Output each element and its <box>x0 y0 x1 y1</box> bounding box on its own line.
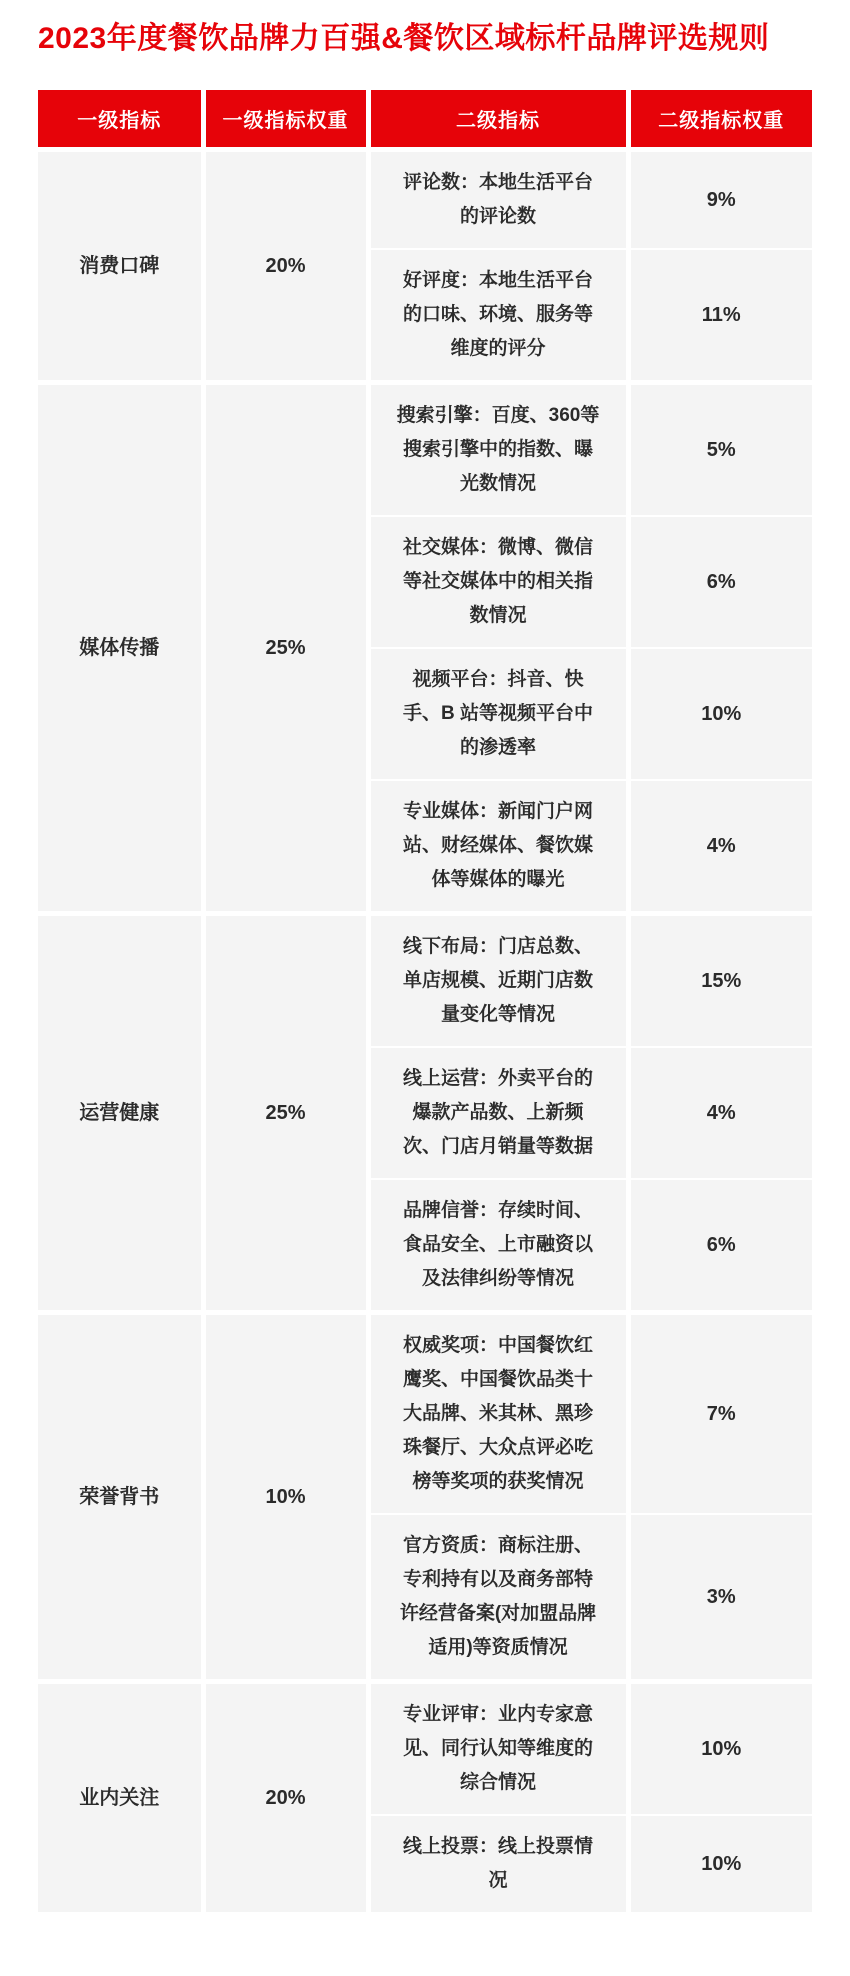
level1-weight-cell: 10% <box>203 1313 368 1682</box>
level2-weight-cell: 4% <box>628 1047 812 1179</box>
page-title: 2023年度餐饮品牌力百强&餐饮区域标杆品牌评选规则 <box>38 22 770 55</box>
level1-weight-cell: 20% <box>203 1682 368 1913</box>
level2-indicator-cell: 线上运营：外卖平台的爆款产品数、上新频次、门店月销量等数据 <box>368 1047 628 1179</box>
level1-indicator-cell: 媒体传播 <box>38 383 203 914</box>
header-level1-indicator: 一级指标 <box>38 88 203 150</box>
level1-indicator-cell: 运营健康 <box>38 914 203 1313</box>
selection-rules-table <box>38 85 812 1912</box>
level2-indicator-cell: 官方资质：商标注册、专利持有以及商务部特许经营备案(对加盟品牌适用)等资质情况 <box>368 1514 628 1682</box>
level1-weight-cell: 25% <box>203 914 368 1313</box>
level2-weight-cell: 3% <box>628 1514 812 1682</box>
level2-indicator-cell: 评论数：本地生活平台的评论数 <box>368 150 628 250</box>
table-row <box>38 914 812 1048</box>
header-level1-weight: 一级指标权重 <box>203 88 368 150</box>
table-row <box>38 383 812 517</box>
level2-weight-cell: 5% <box>628 383 812 517</box>
level2-indicator-cell: 专业媒体：新闻门户网站、财经媒体、餐饮媒体等媒体的曝光 <box>368 780 628 914</box>
level2-indicator-cell: 线下布局：门店总数、单店规模、近期门店数量变化等情况 <box>368 914 628 1048</box>
table-row <box>38 1313 812 1515</box>
table-row <box>38 1682 812 1816</box>
level2-weight-cell: 9% <box>628 150 812 250</box>
level2-indicator-cell: 搜索引擎：百度、360等搜索引擎中的指数、曝光数情况 <box>368 383 628 517</box>
level2-weight-cell: 4% <box>628 780 812 914</box>
level1-weight-cell: 25% <box>203 383 368 914</box>
level2-weight-cell: 10% <box>628 1682 812 1816</box>
level2-indicator-cell: 品牌信誉：存续时间、食品安全、上市融资以及法律纠纷等情况 <box>368 1179 628 1313</box>
level2-weight-cell: 6% <box>628 1179 812 1313</box>
level2-indicator-cell: 专业评审：业内专家意见、同行认知等维度的综合情况 <box>368 1682 628 1816</box>
level2-indicator-cell: 社交媒体：微博、微信等社交媒体中的相关指数情况 <box>368 516 628 648</box>
level2-indicator-cell: 好评度：本地生活平台的口味、环境、服务等维度的评分 <box>368 249 628 383</box>
table-row <box>38 150 812 250</box>
level1-indicator-cell: 消费口碑 <box>38 150 203 383</box>
level2-indicator-cell: 视频平台：抖音、快手、B 站等视频平台中的渗透率 <box>368 648 628 780</box>
level1-weight-cell: 20% <box>203 150 368 383</box>
level2-indicator-cell: 权威奖项：中国餐饮红鹰奖、中国餐饮品类十大品牌、米其林、黑珍珠餐厅、大众点评必吃榜等奖项的获奖情况 <box>368 1313 628 1515</box>
level2-weight-cell: 10% <box>628 648 812 780</box>
table-body <box>38 150 812 1913</box>
level2-weight-cell: 15% <box>628 914 812 1048</box>
header-level2-indicator: 二级指标 <box>368 88 628 150</box>
level1-indicator-cell: 荣誉背书 <box>38 1313 203 1682</box>
header-level2-weight: 二级指标权重 <box>628 88 812 150</box>
level2-weight-cell: 10% <box>628 1815 812 1912</box>
level2-weight-cell: 11% <box>628 249 812 383</box>
level1-indicator-cell: 业内关注 <box>38 1682 203 1913</box>
level2-weight-cell: 7% <box>628 1313 812 1515</box>
level2-weight-cell: 6% <box>628 516 812 648</box>
level2-indicator-cell: 线上投票：线上投票情况 <box>368 1815 628 1912</box>
table-header-row <box>38 88 812 150</box>
